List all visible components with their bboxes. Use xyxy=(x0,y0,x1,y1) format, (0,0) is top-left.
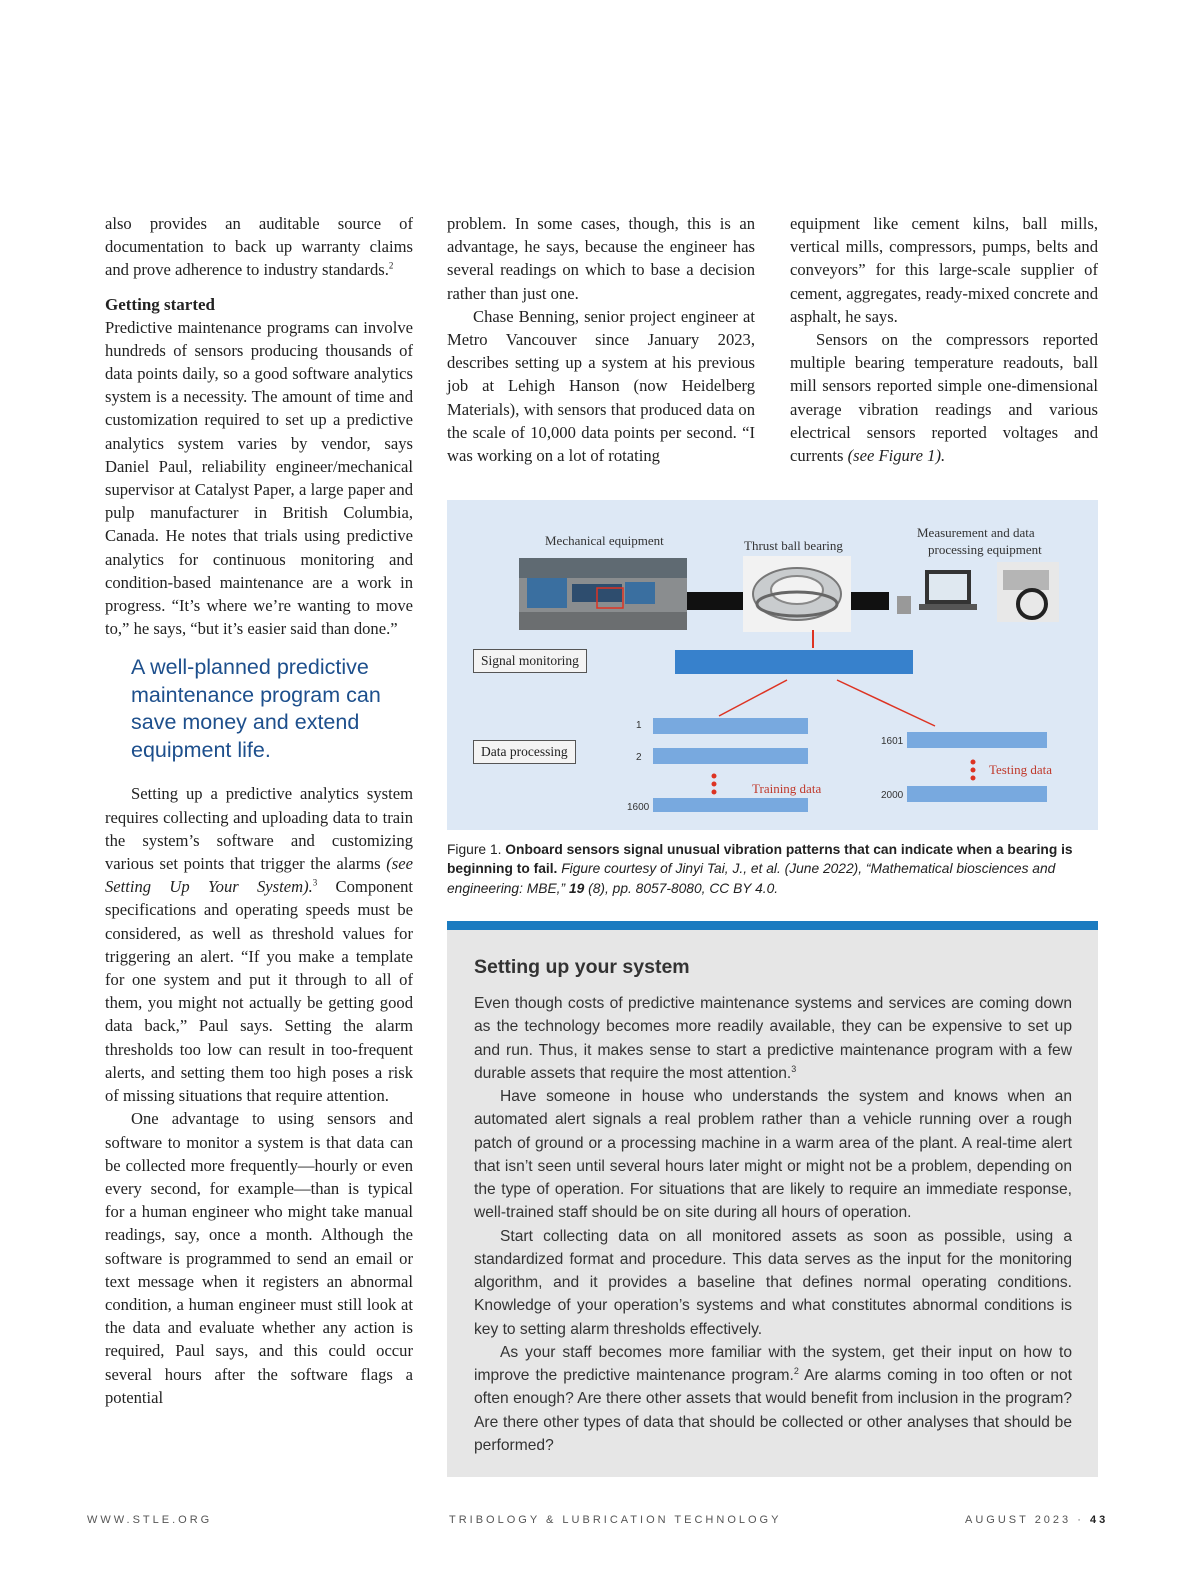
paragraph: Chase Benning, senior project engineer at Metro Vancouver since January 2023, describes setting up a system at his previous job at Lehigh Hanson (now Heidelberg Materials), with sensors that produced data on the scale of 10,000 data points per second. “I was working on a lot of rotating xyxy=(447,306,755,466)
series-index: 1600 xyxy=(627,802,650,813)
ellipsis-dot xyxy=(971,776,976,781)
paragraph: equipment like cement kilns, ball mills, vertical mills, compressors, pumps, belts and conveyors” for this large-scale supplier of cement, aggregates, ready-mixed concrete and asphalt, he says. xyxy=(790,214,1098,326)
paragraph: Start collecting data on all monitored assets as soon as possible, using a standardized format and procedure. This data serves as the input for the monitoring algorithm, and it provides a baseline that defines normal operating conditions. Knowledge of your operation’s systems and what constitutes abnormal conditions is key to setting alarm thresholds effectively. xyxy=(474,1227,1072,1338)
signal-monitoring-label: Signal monitoring xyxy=(473,649,587,673)
training-data-label: Training data xyxy=(752,781,822,796)
figure-label: Thrust ball bearing xyxy=(744,538,843,553)
ellipsis-dot xyxy=(712,790,717,795)
pull-quote: A well-planned predictive maintenance program can save money and extend equipment life. xyxy=(131,655,381,762)
series-index: 1601 xyxy=(881,736,904,747)
testing-data-label: Testing data xyxy=(989,762,1052,777)
paragraph: also provides an auditable source of documentation to back up warranty claims and prove adherence to industry standards.$^2$ xyxy=(105,214,413,280)
figure-1 xyxy=(447,500,1098,830)
paragraph: Setting up a predictive analytics system requires collecting and uploading data to train the system’s software and customizing various set points that trigger the alarms (see Setting Up Your System).$^3$ Component specifications and operating speeds must be considered, as well as threshold values for triggering an alert. “If you make a template for one system and put it through to all of them, you might not actually be getting good data back,” Paul says. Setting the alarm thresholds too low can result in too-frequent alerts, and setting them too high poses a risk of missing situations that require attention. xyxy=(105,784,413,1106)
testing-waveform-1601 xyxy=(907,732,1047,748)
article-column-2 xyxy=(447,212,755,467)
split-arrow-right xyxy=(837,680,935,726)
page-number: 43 xyxy=(1089,1514,1109,1526)
thrust-ball-bearing-image xyxy=(743,556,851,632)
measurement-equipment-image xyxy=(897,562,1059,622)
connector-bar xyxy=(851,592,889,610)
training-waveform-1 xyxy=(653,718,808,734)
sidebar-accent-bar xyxy=(447,921,1098,930)
series-index: 1 xyxy=(636,720,642,731)
connector-bar xyxy=(687,592,743,610)
mechanical-equipment-image xyxy=(519,558,687,630)
paragraph: Sensors on the compressors reported multiple bearing temperature readouts, ball mill sensors reported simple one-dimensional average vibration readings and various electrical sensors reported voltages and currents (see Figure 1). xyxy=(790,330,1098,466)
split-arrow-left xyxy=(719,680,787,716)
training-waveform-1600 xyxy=(653,798,808,812)
footer-website: WWW.STLE.ORG xyxy=(87,1514,213,1526)
ellipsis-dot xyxy=(712,782,717,787)
sidebar-setting-up-your-system xyxy=(447,930,1098,1477)
footer-date-page: AUGUST 2023 · 43 xyxy=(965,1514,1109,1526)
signal-waveform xyxy=(675,650,913,674)
training-waveform-2 xyxy=(653,748,808,764)
paragraph: As your staff becomes more familiar with the system, get their input on how to improve the predictive maintenance program.$^2$ Are alarms coming in too often or not often enough? Are there other assets that would benefit from inclusion in the program? Are there other types of data that should be collected or other analyses that should be performed? xyxy=(474,1343,1072,1454)
series-index: 2 xyxy=(636,752,642,763)
article-column-3 xyxy=(790,212,1098,467)
ellipsis-dot xyxy=(712,774,717,779)
figure-label: processing equipment xyxy=(928,542,1042,557)
sidebar-title: Setting up your system xyxy=(474,956,690,978)
article-column-1 xyxy=(105,212,413,1409)
sidebar-body xyxy=(474,992,1072,1457)
paragraph: One advantage to using sensors and software to monitor a system is that data can be collected more frequently—hourly or even every second, for example—than is typical for a human engineer who might take manual readings, say, once a month. Although the software is programmed to send an email or text message when it registers an abnormal condition, a human engineer must still look at the data and evaluate whether any action is required, Paul says, and this could occur several hours after the software flags a potential xyxy=(105,1109,413,1407)
ellipsis-dot xyxy=(971,760,976,765)
paragraph: Predictive maintenance programs can involve hundreds of sensors producing thousands of data points daily, so a good software analytics system is a necessity. The amount of time and customization required to set up a predictive analytics system varies by vendor, says Daniel Paul, reliability engineer/mechanical supervisor at Catalyst Paper, a large paper and pulp manufacturer in British Columbia, Canada. He notes that trials using predictive analytics for continuous monitoring and condition-based maintenance are a work in progress. “It’s where we’re wanting to move to,” he says, “but it’s easier said than done.” xyxy=(105,317,413,639)
footer-publication: TRIBOLOGY & LUBRICATION TECHNOLOGY xyxy=(449,1514,782,1526)
series-index: 2000 xyxy=(881,790,904,801)
paragraph: problem. In some cases, though, this is an advantage, he says, because the engineer has several readings on which to base a decision rather than just one. xyxy=(447,214,755,303)
ellipsis-dot xyxy=(971,768,976,773)
section-heading: Getting started xyxy=(105,294,216,314)
testing-waveform-2000 xyxy=(907,786,1047,802)
figure-label: Mechanical equipment xyxy=(545,533,664,548)
data-processing-label: Data processing xyxy=(473,740,576,764)
paragraph: Have someone in house who understands the system and knows when an automated alert signals a real problem rather than a vehicle running over a rough patch of ground or a processing machine in a warm area of the plant. A real-time alert that isn’t seen until several hours later might or might not be a problem, depending on the type of operation. For situations that are likely to require an immediate response, well-trained staff should be on site during all hours of operation. xyxy=(474,1088,1072,1222)
figure-label: Measurement and data xyxy=(917,525,1035,540)
figure-caption: Figure 1. Onboard sensors signal unusual vibration patterns that can indicate when a bearing is beginning to fail. Figure courtesy of Jinyi Tai, J., et al. (June 2022), “Mathematical biosciences and engineering: MBE,” 19 (8), pp. 8057-8080, CC BY 4.0. xyxy=(447,842,1073,896)
paragraph: Even though costs of predictive maintenance systems and services are coming down as the technology becomes more readily available, they can be expensive to set up and run. Thus, it makes sense to start a predictive maintenance program with a few durable assets that require the most attention.$^3$ xyxy=(474,995,1072,1082)
